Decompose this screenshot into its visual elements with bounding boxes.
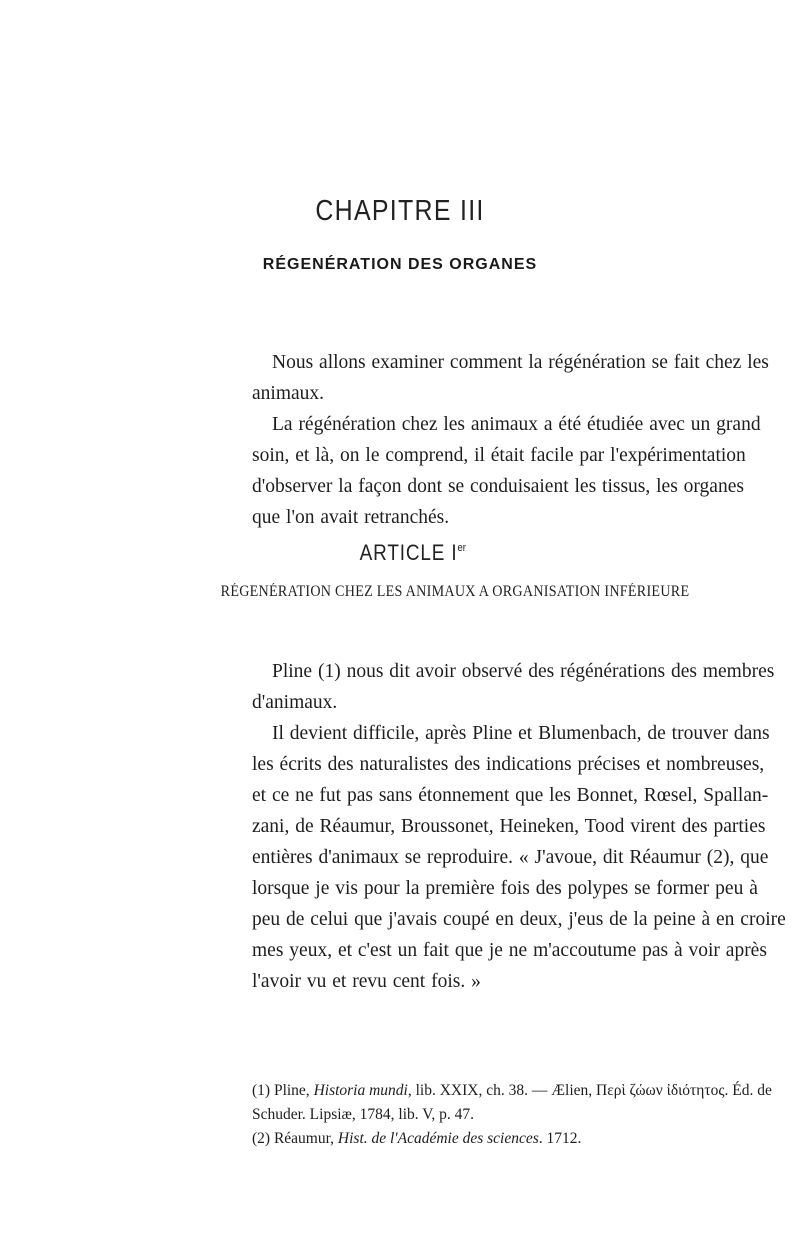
text-line: Nous allons examiner comment la régénération se fait chez les bbox=[272, 352, 769, 373]
text-line: les écrits des naturalistes des indications précises et nombreuses, bbox=[252, 754, 765, 775]
footnote-work-title: Hist. de l'Académie des sciences bbox=[337, 1130, 539, 1147]
article-title-superscript: er bbox=[457, 542, 466, 554]
intro-paragraphs bbox=[252, 347, 769, 533]
footnote-1-continuation: Schuder. Lipsiæ, 1784, lib. V, p. 47. bbox=[252, 1106, 475, 1123]
text-line: peu de celui que j'avais coupé en deux, j'eus de la peine à en croire bbox=[252, 909, 786, 930]
text-line: et ce ne fut pas sans étonnement que les Bonnet, Rœsel, Spallan- bbox=[252, 785, 769, 806]
chapter-title: CHAPITRE III bbox=[315, 195, 485, 227]
article-title-text: ARTICLE I bbox=[359, 540, 458, 565]
text-line: entières d'animaux se reproduire. « J'avoue, dit Réaumur (2), que bbox=[252, 847, 769, 868]
footnote-1 bbox=[252, 1079, 772, 1103]
article-title bbox=[0, 540, 800, 566]
text-line: soin, et là, on le comprend, il était facile par l'expérimentation bbox=[252, 445, 746, 466]
text-line: Pline (1) nous dit avoir observé des régénérations des membres bbox=[272, 661, 775, 682]
footnote-2 bbox=[252, 1127, 707, 1151]
text-line: zani, de Réaumur, Broussonet, Heineken, Tood virent des parties bbox=[252, 816, 766, 837]
text-line: lorsque je vis pour la première fois des polypes se former peu à bbox=[252, 878, 758, 899]
chapter-subtitle: RÉGENÉRATION DES ORGANES bbox=[262, 256, 538, 273]
text-line: que l'on avait retranchés. bbox=[252, 507, 450, 528]
text-line: Il devient difficile, après Pline et Blumenbach, de trouver dans bbox=[272, 723, 770, 744]
footnote-greek-title: Περὶ ζώων ἰδιότητος bbox=[596, 1082, 725, 1099]
text-line: l'avoir vu et revu cent fois. » bbox=[252, 971, 481, 992]
footnote-work-title: Historia mundi bbox=[313, 1082, 408, 1099]
text-line: mes yeux, et c'est un fait que je ne m'accoutume pas à voir après bbox=[252, 940, 767, 961]
footnote-text: . Éd. de bbox=[724, 1082, 772, 1099]
footnote-text: . 1712. bbox=[538, 1130, 582, 1147]
footnote-text: (2) Réaumur, bbox=[252, 1130, 338, 1147]
footnotes bbox=[252, 1079, 772, 1151]
footnote-text: (1) Pline, bbox=[252, 1082, 314, 1099]
text-line: d'animaux. bbox=[252, 692, 338, 713]
body-paragraphs bbox=[252, 656, 786, 997]
text-line: La régénération chez les animaux a été étudiée avec un grand bbox=[272, 414, 761, 435]
text-line: d'observer la façon dont se conduisaient les tissus, les organes bbox=[252, 476, 744, 497]
text-line: animaux. bbox=[252, 383, 325, 404]
article-subtitle: RÉGENÉRATION CHEZ LES ANIMAUX A ORGANISATION INFÉRIEURE bbox=[220, 583, 690, 600]
footnote-text: , lib. XXIX, ch. 38. — Ælien, bbox=[407, 1082, 597, 1099]
